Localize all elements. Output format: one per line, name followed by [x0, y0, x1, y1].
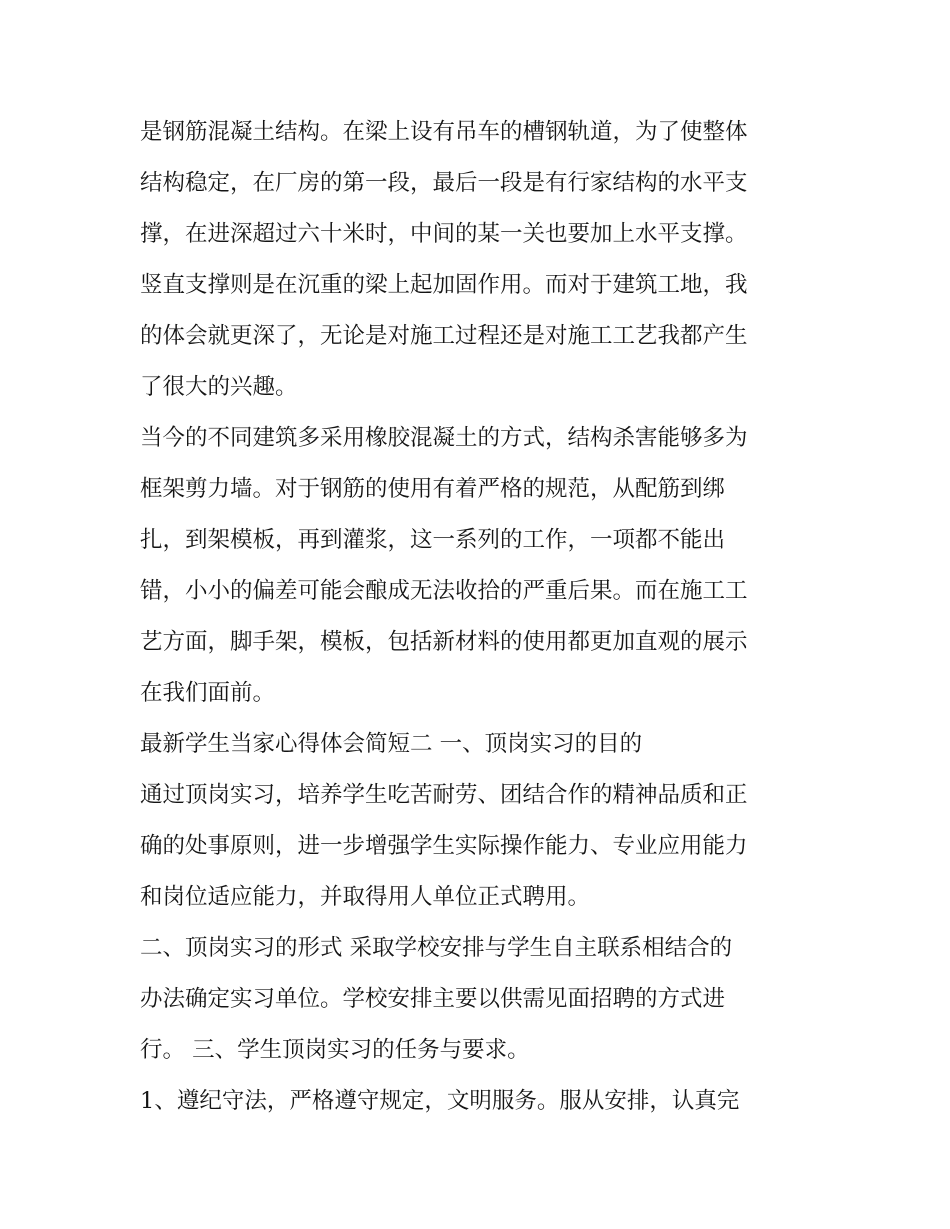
- text-line: 了很大的兴趣。: [140, 374, 298, 400]
- text-line: 竖直支撑则是在沉重的梁上起加固作用。而对于建筑工地，我: [140, 272, 748, 298]
- text-line: 框架剪力墙。对于钢筋的使用有着严格的规范，从配筋到绑: [140, 476, 726, 502]
- document-body: [140, 107, 820, 1127]
- text-line: 最新学生当家心得体会简短二 一、顶岗实习的目的: [140, 731, 643, 757]
- text-line: 二、顶岗实习的形式 采取学校安排与学生自主联系相结合的: [140, 935, 733, 961]
- text-line: 行。 三、学生顶岗实习的任务与要求。: [140, 1037, 530, 1063]
- text-line: 确的处事原则，进一步增强学生实际操作能力、专业应用能力: [140, 833, 748, 859]
- text-line: 在我们面前。: [140, 680, 276, 706]
- text-line: 扎，到架模板，再到灌浆，这一系列的工作，一项都不能出: [140, 527, 726, 553]
- text-line: 错，小小的偏差可能会酿成无法收拾的严重后果。而在施工工: [140, 578, 748, 604]
- text-line: 1、遵纪守法，严格遵守规定，文明服务。服从安排，认真完: [140, 1088, 740, 1114]
- text-line: 结构稳定，在厂房的第一段，最后一段是有行家结构的水平支: [140, 170, 748, 196]
- text-line: 撑，在进深超过六十米时，中间的某一关也要加上水平支撑。: [140, 221, 748, 247]
- text-line: 是钢筋混凝土结构。在梁上设有吊车的槽钢轨道，为了使整体: [140, 119, 748, 145]
- text-line: 通过顶岗实习，培养学生吃苦耐劳、团结合作的精神品质和正: [140, 782, 748, 808]
- text-line: 的体会就更深了，无论是对施工过程还是对施工工艺我都产生: [140, 323, 748, 349]
- text-line: 和岗位适应能力，并取得用人单位正式聘用。: [140, 884, 591, 910]
- text-line: 办法确定实习单位。学校安排主要以供需见面招聘的方式进: [140, 986, 726, 1012]
- text-line: 当今的不同建筑多采用橡胶混凝土的方式，结构杀害能够多为: [140, 425, 748, 451]
- text-line: 艺方面，脚手架，模板，包括新材料的使用都更加直观的展示: [140, 629, 748, 655]
